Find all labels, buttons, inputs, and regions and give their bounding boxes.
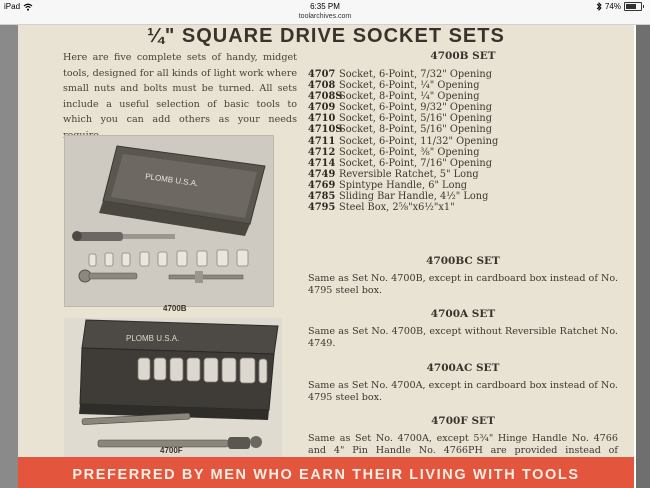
battery-nub <box>643 5 644 8</box>
item-number: 4795 <box>308 202 336 214</box>
lid-brand-text: PLOMB U.S.A. <box>144 171 199 189</box>
item-description: Socket, 6-Point, 7/32" Opening <box>339 69 492 80</box>
item-description: Spintype Handle, 6" Long <box>339 179 468 191</box>
item-row <box>308 91 618 102</box>
item-number: 4709 <box>308 102 336 114</box>
item-number: 4749 <box>308 168 336 180</box>
photo-4700f-illustration <box>64 318 282 463</box>
status-bar-right <box>596 2 644 11</box>
item-number: 4708S <box>308 91 343 103</box>
set-4700a-section <box>308 308 618 349</box>
item-number: 4710 <box>308 113 336 125</box>
status-bar <box>0 0 650 25</box>
item-description: Socket, 6-Point, 11/32" Opening <box>339 135 499 147</box>
battery-icon <box>624 2 642 11</box>
item-row <box>308 113 618 124</box>
set-4700bc-description: Same as Set No. 4700B, except in cardboard box instead of No. 4795 steel box. <box>308 273 618 296</box>
item-row <box>308 147 618 158</box>
set-4700ac-section <box>308 362 618 403</box>
right-margin <box>636 25 650 488</box>
item-description: Socket, 6-Point, ¼" Opening <box>339 80 480 92</box>
page-title: ¼" SQUARE DRIVE SOCKET SETS <box>147 25 505 47</box>
item-description: Steel Box, 2⅝"x6½"x1" <box>339 202 455 214</box>
item-number: 4712 <box>308 146 336 158</box>
url-label[interactable]: toolarchives.com <box>298 13 352 20</box>
item-number: 4711 <box>308 135 336 147</box>
set-4700f-description: Same as Set No. 4700A, except 5¾" Hinge Handle No. 4766 and 4" Pin Handle No. 4766PH are provided instead of <box>308 433 618 456</box>
item-row <box>308 69 618 80</box>
catalog-page <box>18 25 634 488</box>
left-margin <box>0 25 18 488</box>
item-number: 4708 <box>308 80 336 92</box>
item-number: 4710S <box>308 124 343 136</box>
item-number: 4707 <box>308 69 336 80</box>
item-row <box>308 191 618 202</box>
intro-paragraph: Here are five complete sets of handy, midget tools, designed for all kinds of light work where small nuts and bolts must be turned. All sets include a useful selection of basic tools to which you can add others as your needs <box>63 52 297 125</box>
item-description: Socket, 8-Point, ¼" Opening <box>339 91 480 103</box>
set-4700f-heading: 4700F SET <box>431 415 495 427</box>
photo-4700f <box>64 318 282 463</box>
set-4700bc-heading: 4700BC SET <box>426 255 500 267</box>
battery-percent: 74% <box>604 2 621 11</box>
item-row <box>308 80 618 91</box>
item-row <box>308 124 618 135</box>
item-description: Sliding Bar Handle, 4½" Long <box>339 191 489 203</box>
item-description: Socket, 6-Point, 7/16" Opening <box>339 157 492 169</box>
set-4700ac-description: Same as Set No. 4700A, except in cardboard box instead of No. 4795 steel box. <box>308 380 618 403</box>
item-row <box>308 202 618 213</box>
banner-text: PREFERRED BY MEN WHO EARN THEIR LIVING WITH TOOLS <box>72 467 580 483</box>
set-4700b-items <box>308 69 618 213</box>
caption-4700b: 4700B <box>163 304 187 313</box>
set-4700ac-heading: 4700AC SET <box>426 362 500 374</box>
caption-4700f: 4700F <box>160 446 183 455</box>
item-row <box>308 169 618 180</box>
item-number: 4769 <box>308 179 336 191</box>
lid-brand-text: PLOMB U.S.A. <box>126 334 180 343</box>
photo-4700b <box>64 135 274 307</box>
item-number: 4714 <box>308 157 336 169</box>
item-description: Socket, 6-Point, ⅜" Opening <box>339 146 480 158</box>
device-label: iPad <box>4 2 21 11</box>
item-row <box>308 102 618 113</box>
item-row <box>308 180 618 191</box>
item-description: Socket, 6-Point, 5/16" Opening <box>339 113 492 125</box>
photo-4700b-illustration <box>65 136 273 306</box>
item-description: Socket, 6-Point, 9/32" Opening <box>339 102 492 114</box>
item-row <box>308 158 618 169</box>
footer-banner <box>18 457 634 488</box>
bluetooth-icon <box>596 2 602 11</box>
set-4700a-description: Same as Set No. 4700B, except without Reversible Ratchet No. 4749. <box>308 326 618 349</box>
set-4700b-heading: 4700B SET <box>430 50 496 62</box>
item-row <box>308 136 618 147</box>
item-description: Reversible Ratchet, 5" Long <box>339 168 479 180</box>
item-description: Socket, 8-Point, 5/16" Opening <box>339 124 492 136</box>
item-number: 4785 <box>308 191 336 203</box>
clock: 6:35 PM <box>310 2 340 11</box>
battery-level <box>626 4 636 9</box>
set-4700a-heading: 4700A SET <box>430 308 496 320</box>
set-4700bc-section <box>308 255 618 296</box>
